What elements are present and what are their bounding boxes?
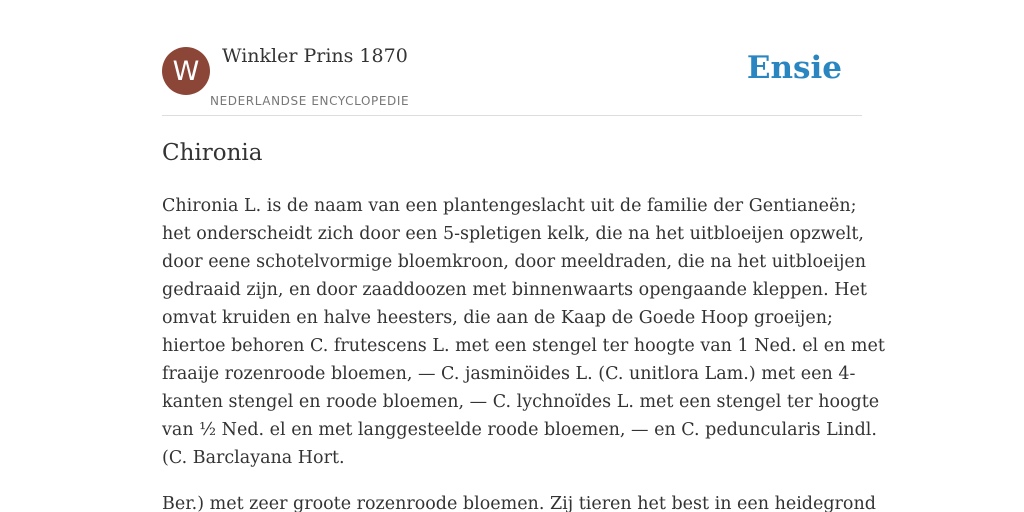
text-line: fraaije rozenroode bloemen, — C. jasminöides L. (C. unitlora Lam.) met een 4- (162, 364, 856, 384)
article-body (162, 192, 885, 512)
text-line: omvat kruiden en halve heesters, die aan de Kaap de Goede Hoop groeijen; (162, 308, 833, 328)
text-line: gedraaid zijn, en door zaaddoozen met binnenwaarts opengaande kleppen. Het (162, 280, 867, 300)
header-divider (162, 115, 862, 116)
text-line: door eene schotelvormige bloemkroon, door meeldraden, die na het uitbloeijen (162, 252, 867, 272)
source-subtitle: NEDERLANDSE ENCYCLOPEDIE (210, 94, 410, 108)
article-paragraph (162, 192, 885, 472)
entry-title: Chironia (162, 140, 263, 166)
text-line: hiertoe behoren C. frutescens L. met een stengel ter hoogte van 1 Ned. el en met (162, 336, 885, 356)
article-paragraph (162, 490, 876, 512)
text-line: van ½ Ned. el en met langgesteelde roode bloemen, — en C. peduncularis Lindl. (162, 420, 877, 440)
text-line: Ber.) met zeer groote rozenroode bloemen. Zij tieren het best in een heidegrond (162, 494, 876, 512)
text-line: kanten stengel en roode bloemen, — C. lychnoïdes L. met een stengel ter hoogte (162, 392, 880, 412)
source-title[interactable]: Winkler Prins 1870 (222, 45, 408, 67)
text-line: (C. Barclayana Hort. (162, 448, 345, 468)
text-line: het onderscheidt zich door een 5-spletigen kelk, die na het uitbloeijen opzwelt, (162, 224, 864, 244)
ensie-logo[interactable]: Ensie (746, 50, 842, 86)
source-avatar[interactable]: W (162, 47, 210, 95)
text-line: Chironia L. is de naam van een plantengeslacht uit de familie der Gentianeën; (162, 196, 857, 216)
